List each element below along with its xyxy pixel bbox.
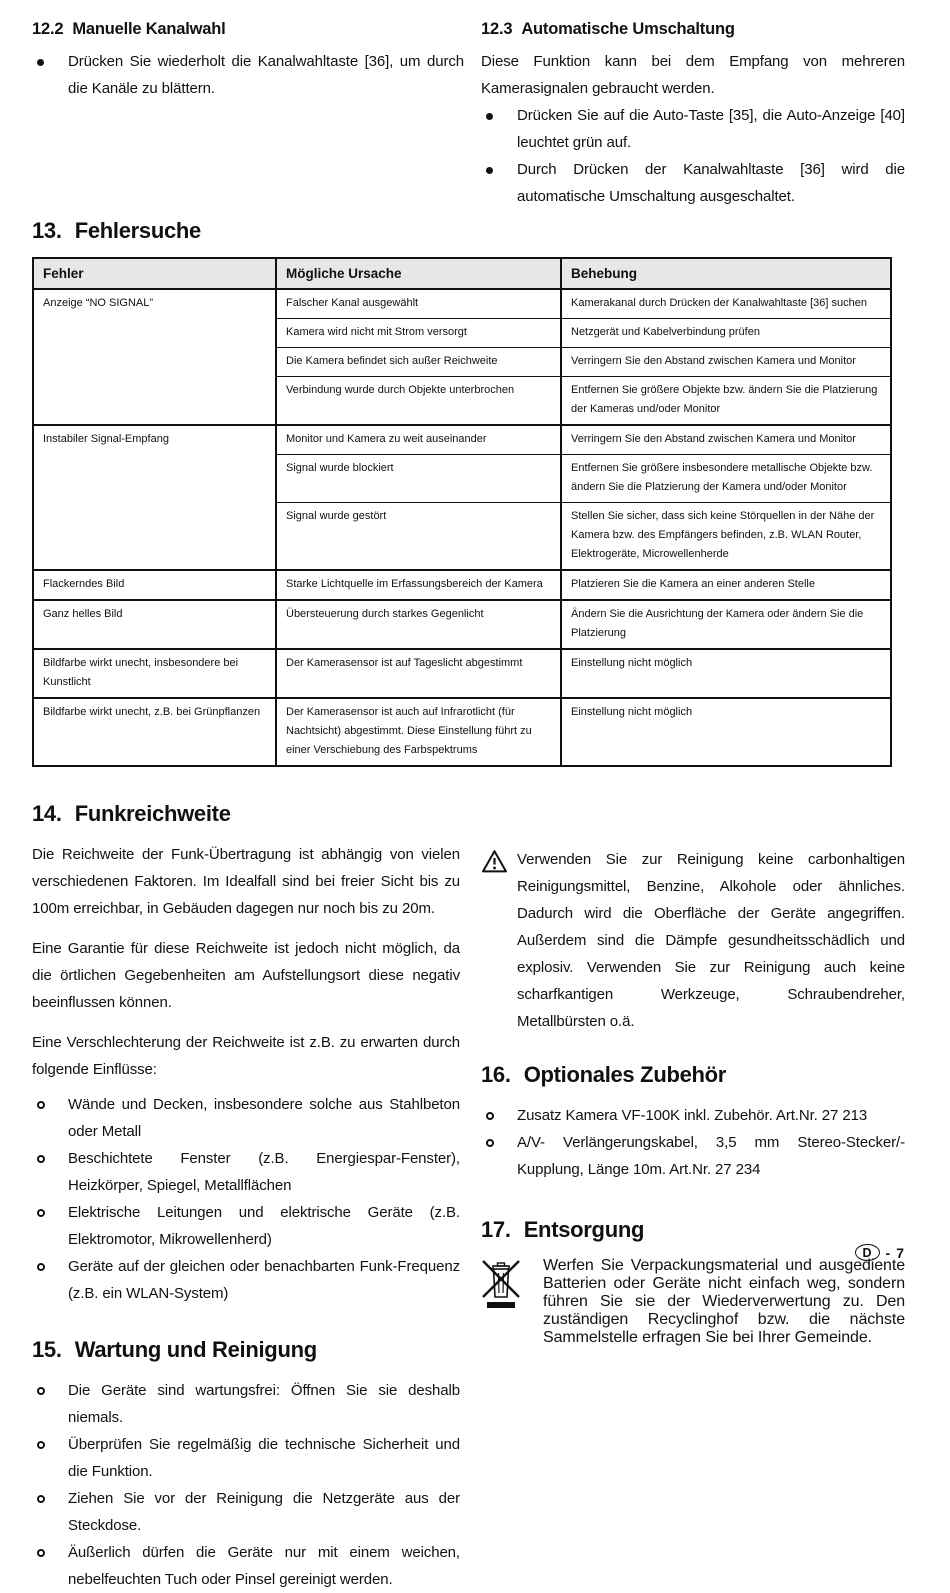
behebung-cell: Kamerakanal durch Drücken der Kanalwahltaste [36] suchen <box>561 289 891 319</box>
list-item <box>32 1199 460 1253</box>
behebung-cell: Entfernen Sie größere insbesondere metallische Objekte bzw. ändern Sie die Platzierung der Kamera und/oder Monitor <box>561 455 891 503</box>
section-14-heading <box>32 801 460 827</box>
circle-bullet-icon <box>37 1209 45 1217</box>
section-number: 17. <box>481 1217 511 1242</box>
column-header-ursache: Mögliche Ursache <box>276 258 561 289</box>
ursache-cell: Kamera wird nicht mit Strom versorgt <box>276 319 561 348</box>
circle-bullet-icon <box>37 1549 45 1557</box>
list-item-text: Geräte auf der gleichen oder benachbarten Funk-Frequenz (z.B. ein WLAN-System) <box>68 1258 460 1302</box>
section-intro: Diese Funktion kann bei dem Empfang von mehreren Kamerasignalen gebraucht werden. <box>481 53 905 97</box>
table-row <box>33 289 891 319</box>
bullet-icon <box>486 113 493 120</box>
section-17-heading <box>481 1217 905 1243</box>
circle-bullet-icon <box>486 1112 494 1120</box>
mid-sections <box>32 801 905 1593</box>
bullet-icon <box>486 167 493 174</box>
ursache-cell: Der Kamerasensor ist auf Tageslicht abgestimmt <box>276 649 561 698</box>
behebung-cell: Verringern Sie den Abstand zwischen Kamera und Monitor <box>561 425 891 455</box>
list-item <box>32 1253 460 1307</box>
list-item-text: Die Geräte sind wartungsfrei: Öffnen Sie sie deshalb niemals. <box>68 1382 460 1426</box>
section-16-heading <box>481 1062 905 1088</box>
list-item-text: A/V- Verlängerungskabel, 3,5 mm Stereo-Stecker/-Kupplung, Länge 10m. Art.Nr. 27 234 <box>517 1134 905 1178</box>
section-title: Optionales Zubehör <box>523 1062 727 1087</box>
table-row <box>33 425 891 455</box>
section-number: 16. <box>481 1062 511 1087</box>
list-item-text: Überprüfen Sie regelmäßig die technische Sicherheit und die Funktion. <box>68 1436 460 1480</box>
table-row <box>33 698 891 766</box>
page-number: 7 <box>896 1244 904 1261</box>
behebung-cell: Verringern Sie den Abstand zwischen Kamera und Monitor <box>561 348 891 377</box>
section-15 <box>32 1337 460 1593</box>
section-12-3-heading <box>481 20 905 39</box>
ursache-cell: Verbindung wurde durch Objekte unterbrochen <box>276 377 561 426</box>
behebung-cell: Einstellung nicht möglich <box>561 698 891 766</box>
left-column <box>32 801 460 1593</box>
list-item <box>32 48 464 102</box>
troubleshooting-table <box>32 257 892 767</box>
circle-bullet-icon <box>37 1263 45 1271</box>
weee-crossed-bin-icon <box>481 1259 521 1311</box>
ursache-cell: Falscher Kanal ausgewählt <box>276 289 561 319</box>
fehler-cell: Flackerndes Bild <box>33 570 276 600</box>
list-item-text: Drücken Sie wiederholt die Kanalwahltaste [36], um durch die Kanäle zu blättern. <box>68 53 464 97</box>
paragraph: Eine Verschlechterung der Reichweite ist z.B. zu erwarten durch folgende Einflüsse: <box>32 1034 460 1078</box>
ursache-cell: Monitor und Kamera zu weit auseinander <box>276 425 561 455</box>
ursache-cell: Der Kamerasensor ist auch auf Infrarotlicht (für Nachtsicht) abgestimmt. Diese Einstellung führt zu einer Verschiebung des Farbspektrums <box>276 698 561 766</box>
list-item <box>481 102 905 156</box>
ursache-cell: Signal wurde gestört <box>276 503 561 571</box>
circle-bullet-icon <box>486 1139 494 1147</box>
section-13-heading <box>32 218 905 244</box>
section-title: Funkreichweite <box>74 801 231 826</box>
list-item <box>481 1129 905 1183</box>
section-title: Manuelle Kanalwahl <box>72 20 226 38</box>
behebung-cell: Entfernen Sie größere Objekte bzw. ändern Sie die Platzierung der Kameras und/oder Monitor <box>561 377 891 426</box>
table-row <box>33 570 891 600</box>
section-16 <box>481 1062 905 1183</box>
behebung-cell: Platzieren Sie die Kamera an einer anderen Stelle <box>561 570 891 600</box>
table-row <box>33 649 891 698</box>
section-17 <box>481 1217 905 1347</box>
ursache-cell: Starke Lichtquelle im Erfassungsbereich der Kamera <box>276 570 561 600</box>
bullet-icon <box>37 59 44 66</box>
section-title: Automatische Umschaltung <box>521 20 735 38</box>
circle-bullet-icon <box>37 1101 45 1109</box>
circle-bullet-icon <box>37 1441 45 1449</box>
list-item-text: Ziehen Sie vor der Reinigung die Netzgeräte aus der Steckdose. <box>68 1490 460 1534</box>
ursache-cell: Die Kamera befindet sich außer Reichweite <box>276 348 561 377</box>
behebung-cell: Netzgerät und Kabelverbindung prüfen <box>561 319 891 348</box>
list-item <box>32 1145 460 1199</box>
behebung-cell: Stellen Sie sicher, dass sich keine Störquellen in der Nähe der Kamera bzw. des Empfängers befinden, z.B. WLAN Router, Elektrogeräte, Microwellenherde <box>561 503 891 571</box>
fehler-cell: Bildfarbe wirkt unecht, insbesondere bei Kunstlicht <box>33 649 276 698</box>
list-item-text: Wände und Decken, insbesondere solche aus Stahlbeton oder Metall <box>68 1096 460 1140</box>
section-12-2 <box>32 20 464 210</box>
fehler-cell: Anzeige “NO SIGNAL” <box>33 289 276 425</box>
column-header-behebung: Behebung <box>561 258 891 289</box>
circle-bullet-icon <box>37 1387 45 1395</box>
section-number: 12.3 <box>481 20 513 38</box>
section-15-heading <box>32 1337 460 1363</box>
section-12-2-heading <box>32 20 464 39</box>
list-item-text: Zusatz Kamera VF-100K inkl. Zubehör. Art.Nr. 27 213 <box>517 1107 868 1124</box>
list-item-text: Äußerlich dürfen die Geräte nur mit einem weichen, nebelfeuchten Tuch oder Pinsel gereinigt werden. <box>68 1544 460 1588</box>
country-code-badge <box>855 1244 880 1261</box>
section-14 <box>32 801 460 1307</box>
disposal-note <box>481 1257 905 1347</box>
table-header-row <box>33 258 891 289</box>
warning-text: Verwenden Sie zur Reinigung keine carbonhaltigen Reinigungsmittel, Benzine, Alkohole oder ähnliches. Dadurch wird die Oberfläche der Geräte angegriffen. Außerdem sind die Dämpfe gesundheitsschädlich und explosiv. Verwenden Sie zur Reinigung auch keine scharfkantigen Werkzeuge, Schraubendreher, Metallbürsten o.ä. <box>517 851 905 1030</box>
paragraph: Eine Garantie für diese Reichweite ist jedoch nicht möglich, da die örtlichen Gegebenheiten am Aufstellungsort diese negativ beeinflussen können. <box>32 940 460 1011</box>
section-12-3 <box>481 20 905 210</box>
section-number: 15. <box>32 1337 62 1362</box>
ursache-cell: Signal wurde blockiert <box>276 455 561 503</box>
circle-bullet-icon <box>37 1155 45 1163</box>
section-number: 12.2 <box>32 20 64 38</box>
list-item-text: Beschichtete Fenster (z.B. Energiespar-Fenster), Heizkörper, Spiegel, Metallflächen <box>68 1150 460 1194</box>
ursache-cell: Übersteuerung durch starkes Gegenlicht <box>276 600 561 649</box>
behebung-cell: Einstellung nicht möglich <box>561 649 891 698</box>
list-item <box>32 1539 460 1593</box>
list-item-text: Elektrische Leitungen und elektrische Geräte (z.B. Elektromotor, Mikrowellenherd) <box>68 1204 460 1248</box>
fehler-cell: Instabiler Signal-Empfang <box>33 425 276 570</box>
section-title: Fehlersuche <box>74 218 201 243</box>
right-column <box>481 801 905 1593</box>
circle-bullet-icon <box>37 1495 45 1503</box>
warning-note <box>481 801 905 1035</box>
paragraph: Die Reichweite der Funk-Übertragung ist abhängig von vielen verschiedenen Faktoren. Im Idealfall sind bei freier Sicht bis zu 100m erreichbar, in Gebäuden dagegen nur noch bis zu 20m. <box>32 846 460 917</box>
page-footer <box>855 1244 904 1261</box>
list-item <box>32 1431 460 1485</box>
behebung-cell: Ändern Sie die Ausrichtung der Kamera oder ändern Sie die Platzierung <box>561 600 891 649</box>
column-header-fehler: Fehler <box>33 258 276 289</box>
table-row <box>33 600 891 649</box>
list-item <box>481 156 905 210</box>
list-item-text: Drücken Sie auf die Auto-Taste [35], die Auto-Anzeige [40] leuchtet grün auf. <box>517 107 905 151</box>
fehler-cell: Bildfarbe wirkt unecht, z.B. bei Grünpflanzen <box>33 698 276 766</box>
section-number: 13. <box>32 218 62 243</box>
country-code: D <box>862 1245 872 1260</box>
fehler-cell: Ganz helles Bild <box>33 600 276 649</box>
warning-triangle-icon <box>481 849 508 874</box>
top-sections <box>32 20 905 210</box>
list-item <box>32 1091 460 1145</box>
list-item <box>32 1377 460 1431</box>
section-number: 14. <box>32 801 62 826</box>
section-title: Wartung und Reinigung <box>74 1337 317 1362</box>
list-item <box>32 1485 460 1539</box>
list-item <box>481 1102 905 1129</box>
footer-separator: - <box>885 1244 891 1261</box>
section-title: Entsorgung <box>523 1217 645 1242</box>
list-item-text: Durch Drücken der Kanalwahltaste [36] wird die automatische Umschaltung ausgeschaltet. <box>517 161 905 205</box>
disposal-text: Werfen Sie Verpackungsmaterial und ausgediente Batterien oder Geräte nicht einfach weg, sondern führen Sie sie der Wiederverwertung zu. Den zuständigen Recyclinghof bzw. die nächste Sammelstelle erfragen Sie bei Ihrer Gemeinde. <box>543 1257 905 1346</box>
